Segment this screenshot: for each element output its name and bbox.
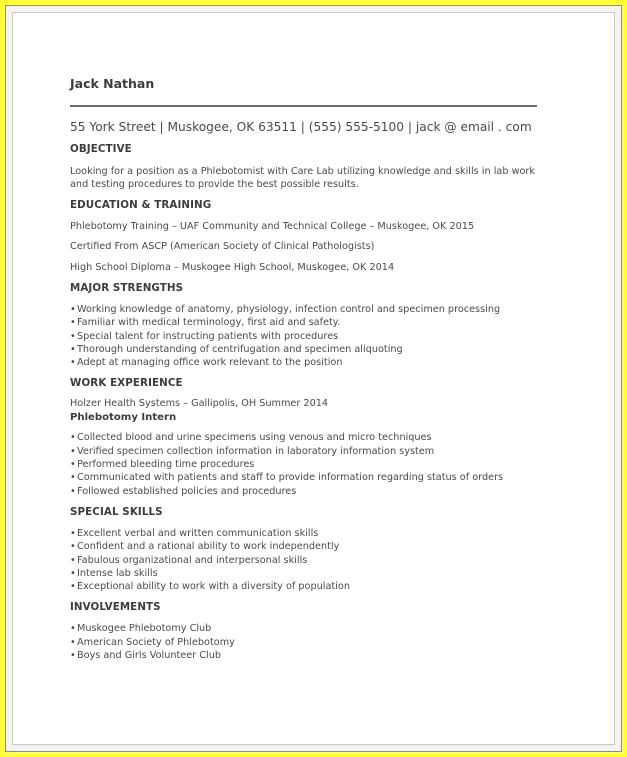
education-heading: EDUCATION & TRAINING [70,199,212,211]
objective-heading: OBJECTIVE [70,143,132,155]
bullet-icon: • [70,485,76,497]
employer-line: Holzer Health Systems – Gallipolis, OH Summer 2014 [70,398,329,410]
bullet-icon: • [70,432,76,444]
strengths-list [70,303,550,369]
bullet-icon: • [70,650,76,662]
bullet-icon: • [70,317,76,329]
bullet-icon: • [70,567,76,579]
list-item: •Fabulous organizational and interpersonal skills [70,554,308,566]
header-rule [70,105,537,107]
bullet-icon: • [70,472,76,484]
list-item: •Working knowledge of anatomy, physiology, infection control and specimen processing [70,304,501,315]
bullet-icon: • [70,304,76,315]
list-item: •Muskogee Phlebotomy Club [70,623,212,635]
involvements-list [70,622,550,662]
list-item: •Boys and Girls Volunteer Club [70,650,222,662]
contact-line: 55 York Street | Muskogee, OK 63511 | (555) 555-5100 | jack @ email . com [70,120,532,134]
bullet-icon: • [70,541,76,553]
bullet-icon: • [70,554,76,566]
list-item: •Special talent for instructing patients with procedures [70,330,339,342]
list-item: •Performed bleeding time procedures [70,459,255,471]
bullet-icon: • [70,357,76,369]
list-item: •Exceptional ability to work with a diversity of population [70,581,350,593]
list-item: •Confident and a rational ability to work independently [70,541,340,553]
list-item: •Intense lab skills [70,567,158,579]
strengths-heading: MAJOR STRENGTHS [70,282,184,294]
list-item: •Thorough understanding of centrifugation and specimen aliquoting [70,343,403,355]
education-item: Certified From ASCP (American Society of Clinical Pathologists) [70,241,375,252]
list-item: •Excellent verbal and written communication skills [70,527,319,539]
bullet-icon: • [70,330,76,342]
bullet-icon: • [70,623,76,635]
list-item: •Communicated with patients and staff to provide information regarding status of orders [70,472,504,484]
bullet-icon: • [70,527,76,539]
education-item: High School Diploma – Muskogee High School, Muskogee, OK 2014 [70,262,395,273]
resume-document [70,76,550,662]
skills-heading: SPECIAL SKILLS [70,505,163,518]
objective-text: Looking for a position as a Phlebotomist with Care Lab utilizing knowledge and skills in lab work and testing procedures to provide the best possible results. [70,166,536,190]
bullet-icon: • [70,459,76,471]
bullet-icon: • [70,343,76,355]
education-item: Phlebotomy Training – UAF Community and Technical College – Muskogee, OK 2015 [70,221,475,232]
list-item: •Familiar with medical terminology, first aid and safety. [70,317,341,329]
experience-list [70,431,550,497]
list-item: •American Society of Phlebotomy [70,636,235,648]
list-item: •Verified specimen collection information in laboratory information system [70,445,435,457]
list-item: •Adept at managing office work relevant to the position [70,357,343,369]
bullet-icon: • [70,636,76,648]
involvements-heading: INVOLVEMENTS [70,601,161,614]
bullet-icon: • [70,581,76,593]
list-item: •Collected blood and urine specimens using venous and micro techniques [70,432,432,444]
list-item: •Followed established policies and procedures [70,485,297,497]
candidate-name: Jack Nathan [70,76,155,91]
job-title: Phlebotomy Intern [70,412,177,424]
skills-list [70,527,550,593]
bullet-icon: • [70,445,76,457]
experience-heading: WORK EXPERIENCE [70,377,183,390]
